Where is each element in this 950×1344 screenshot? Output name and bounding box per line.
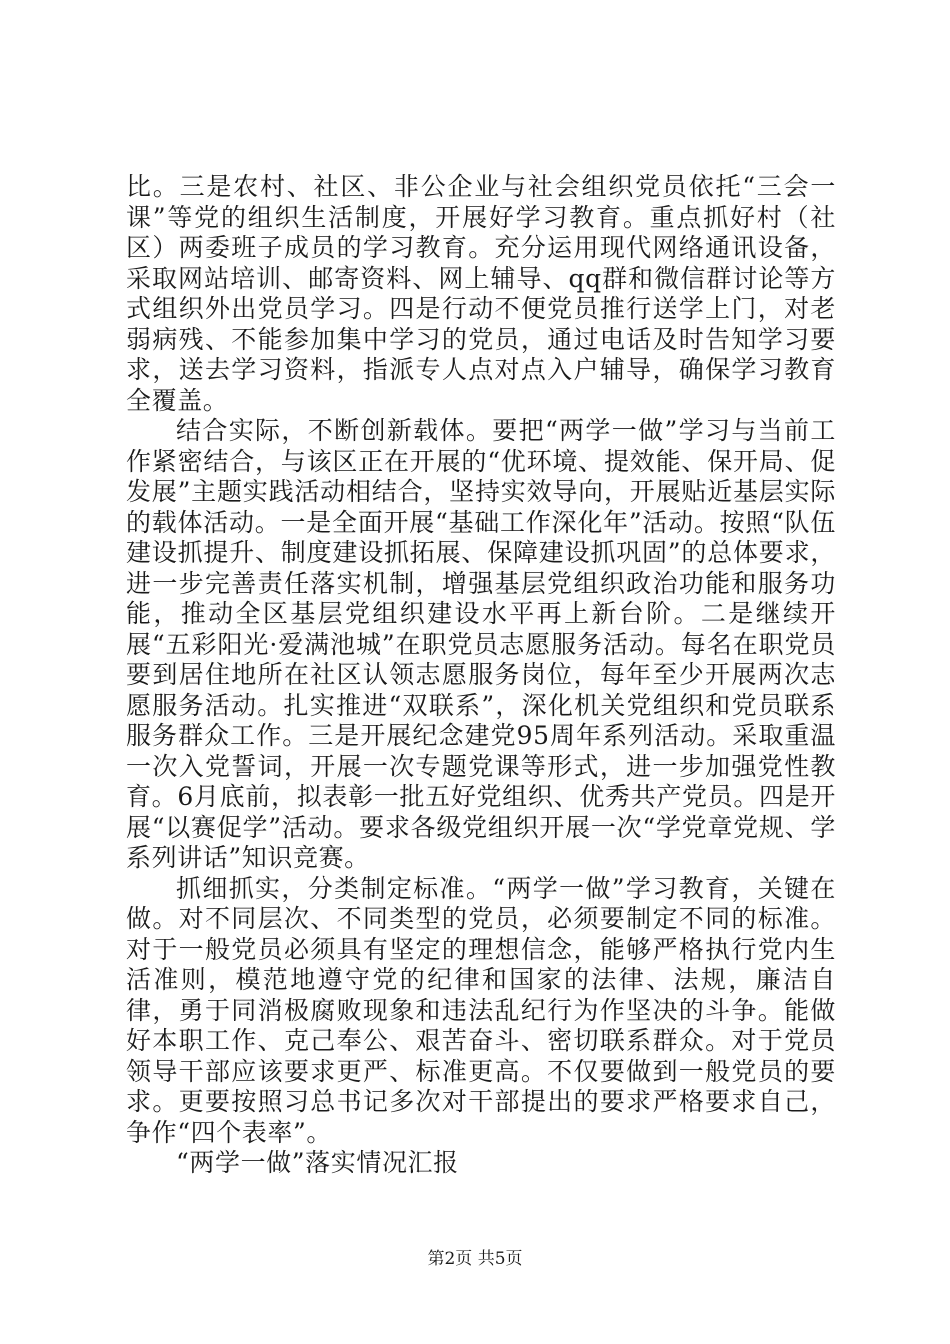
paragraph-continuation: 比。三是农村、社区、非公企业与社会组织党员依托“三会一课”等党的组织生活制度，开展好学习教育。重点抓好村（社区）两委班子成员的学习教育。充分运用现代网络通讯设备，采取网站培训、邮寄资料、网上辅导、qq群和微信群讨论等方式组织外出党员学习。四是行动不便党员推行送学上门，对老弱病残、不能参加集中学习的党员，通过电话及时告知学习要求，送去学习资料，指派专人点对点入户辅导，确保学习教育全覆盖。 (126, 172, 836, 415)
paragraph-carrier-activities: 结合实际，不断创新载体。要把“两学一做”学习与当前工作紧密结合，与该区正在开展的“优环境、提效能、保开局、促发展”主题实践活动相结合，坚持实效导向，开展贴近基层实际的载体活动。一是全面开展“基础工作深化年”活动。按照“队伍建设抓提升、制度建设抓拓展、保障建设抓巩固”的总体要求，进一步完善责任落实机制，增强基层党组织政治功能和服务功能，推动全区基层党组织建设水平再上新台阶。二是继续开展“五彩阳光·爱满池城”在职党员志愿服务活动。每名在职党员要到居住地所在社区认领志愿服务岗位，每年至少开展两次志愿服务活动。扎实推进“双联系”，深化机关党组织和党员联系服务群众工作。三是开展纪念建党95周年系列活动。采取重温一次入党誓词，开展一次专题党课等形式，进一步加强党性教育。6月底前，拟表彰一批五好党组织、优秀共产党员。四是开展“以赛促学”活动。要求各级党组织开展一次“学党章党规、学系列讲话”知识竞赛。 (126, 416, 836, 872)
section-heading: “两学一做”落实情况汇报 (176, 1148, 459, 1177)
page-number-footer: 第2页 共5页 (427, 1249, 523, 1269)
paragraph-standards: 抓细抓实，分类制定标准。“两学一做”学习教育，关键在做。对不同层次、不同类型的党员，必须要制定不同的标准。对于一般党员必须具有坚定的理想信念，能够严格执行党内生活准则，模范地遵守党的纪律和国家的法律、法规，廉洁自律，勇于同消极腐败现象和违法乱纪行为作坚决的斗争。能做好本职工作、克己奉公、艰苦奋斗、密切联系群众。对于党员领导干部应该要求更严、标准更高。不仅要做到一般党员的要求。更要按照习总书记多次对干部提出的要求严格要求自己，争作“四个表率”。 (126, 873, 836, 1147)
document-body (126, 172, 836, 1179)
